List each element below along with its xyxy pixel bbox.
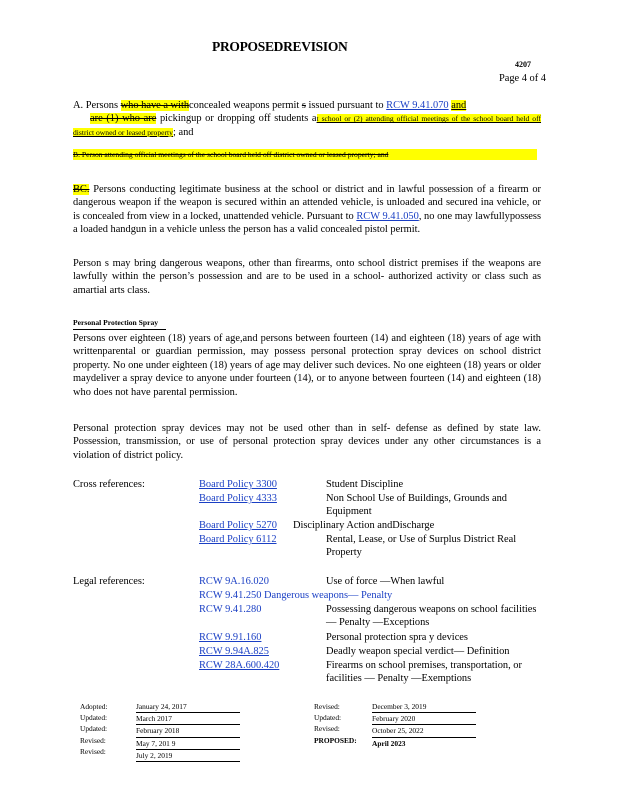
policy-number: 4207 (515, 60, 531, 69)
legal-ref: RCW 9.41.280 (199, 604, 262, 615)
history-label: Adopted: (80, 702, 108, 711)
cross-ref-link[interactable]: Board Policy 5270 (199, 520, 277, 531)
legal-ref-link[interactable]: RCW 28A.600.420 (199, 660, 280, 671)
deleted-text: who have a with (120, 100, 190, 111)
page-number: Page 4 of 4 (498, 73, 546, 84)
cross-references-label: Cross references: (73, 479, 145, 490)
section-c-text: , no one may lawfullypossess a loaded handgun in a vehicle unless the person has a valid concealed pistol permit. (73, 210, 542, 236)
legal-ref: RCW 9.41.250 Dangerous weapons— Penalty (199, 590, 393, 601)
legal-references-label: Legal references: (73, 576, 145, 587)
document-title: PROPOSEDREVISION (212, 39, 348, 54)
history-date: February 2018 (136, 725, 240, 737)
section-c-text: Persons conducting legitimate business at the school or district and in lawful possession of a firearm or dangerous weapon if the weapon is secured within an attended vehicle, is unloaded and secured ina vehicle, or is concealed from view in a locked, unattended vehicle. Pursuant to (73, 184, 541, 222)
spray-heading: Personal Protection Spray (73, 316, 166, 330)
spray-paragraph-2: Personal protection spray devices may not be used other than in self- defense as defined by state law. Possession, transmission, or use of personal protection spray devices under any other circumstances is a violation of district policy. (73, 423, 541, 461)
rcw-9-41-050-link[interactable]: RCW 9.41.050 (356, 210, 419, 222)
cross-ref-description: Student Discipline (326, 479, 404, 490)
history-date: February 2020 (372, 713, 476, 725)
legal-ref: RCW 9A.16.020 (199, 576, 269, 587)
history-label: Revised: (314, 702, 340, 711)
legal-ref-link[interactable]: RCW 9.91.160 (199, 632, 262, 643)
section-a-text: pickingup or dropping off students a (156, 113, 317, 125)
history-date: July 2, 2019 (136, 750, 240, 762)
rcw-9-41-070-link[interactable]: RCW 9.41.070 (386, 100, 449, 111)
cross-ref-link[interactable]: Board Policy 6112 (199, 534, 277, 545)
inserted-text: t school or (2) attending official meetings of the school board held off district owned or leased property (73, 114, 542, 137)
persons-bring-paragraph: Person s may bring dangerous weapons, other than firearms, onto school district premises if the weapons are lawfully within the person’s possession and are to be used in a school- authorized activity or class such as amartial arts class. (73, 258, 541, 296)
history-label: Updated: (80, 713, 108, 723)
history-label: PROPOSED: (314, 735, 357, 745)
section-a-text: issued pursuant to (305, 100, 384, 111)
history-label: Revised: (80, 735, 106, 745)
section-b-deleted: B. Person attending official meetings of the school board held off district owned or leased property; and (73, 149, 537, 160)
history-date: December 3, 2019 (372, 701, 476, 713)
cross-ref-description: Disciplinary Action andDischarge (293, 520, 435, 531)
cross-ref-link[interactable]: Board Policy 3300 (199, 479, 277, 490)
history-date: October 25, 2022 (372, 725, 476, 737)
history-label: Revised: (80, 746, 106, 756)
history-date: April 2023 (372, 738, 406, 748)
section-c-paragraph (73, 183, 541, 237)
section-a-paragraph (73, 99, 541, 139)
legal-ref-description: Use of force —When lawful (326, 576, 445, 587)
history-label: Updated: (314, 713, 342, 723)
legal-ref-description: Firearms on school premises, transportation, or facilities — Penalty —Exemptions (326, 660, 522, 685)
history-date: May 7, 201 9 (136, 738, 240, 750)
deleted-text: s (301, 100, 306, 111)
legal-ref-description: Deadly weapon special verdict— Definition (326, 646, 510, 657)
cross-ref-link[interactable]: Board Policy 4333 (199, 493, 277, 504)
history-labels-right (314, 701, 374, 746)
deleted-text: BC. (73, 184, 90, 195)
legal-ref-description: Personal protection spra y devices (326, 632, 468, 643)
cross-ref-description: Non School Use of Buildings, Grounds and Equipment (326, 493, 507, 518)
spray-paragraph-1: Persons over eighteen (18) years of age,and persons between fourteen (14) and eighteen (18) years of age with writtenparental or guardian permission, may possess personal protection spray devices on school district property. No one under eighteen (18) years of age may deliver such devices. No one eighteen (18) years or older maydeliver a spray device to anyone under fourteen (14), or to anyone between fourteen (14) and eighteen (18) who does not have parental permission. (73, 333, 541, 398)
section-a-label: A. Persons (73, 100, 119, 111)
cross-ref-description: Rental, Lease, or Use of Surplus District Real Property (326, 534, 517, 559)
inserted-text: and (451, 100, 467, 111)
deleted-text: are (1) who are (90, 113, 157, 125)
history-label: Updated: (80, 724, 108, 734)
history-date: March 2017 (136, 713, 240, 725)
history-dates-right (372, 701, 478, 749)
section-a-text: ; and (172, 126, 194, 138)
history-date: January 24, 2017 (136, 701, 240, 713)
legal-ref-description: Possessing dangerous weapons on school facilities — Penalty —Exceptions (326, 604, 537, 629)
history-label: Revised: (314, 724, 340, 734)
legal-ref-link[interactable]: RCW 9.94A.825 (199, 646, 269, 657)
history-dates-left (136, 701, 242, 762)
section-a-text: concealed weapons permit (189, 100, 300, 111)
